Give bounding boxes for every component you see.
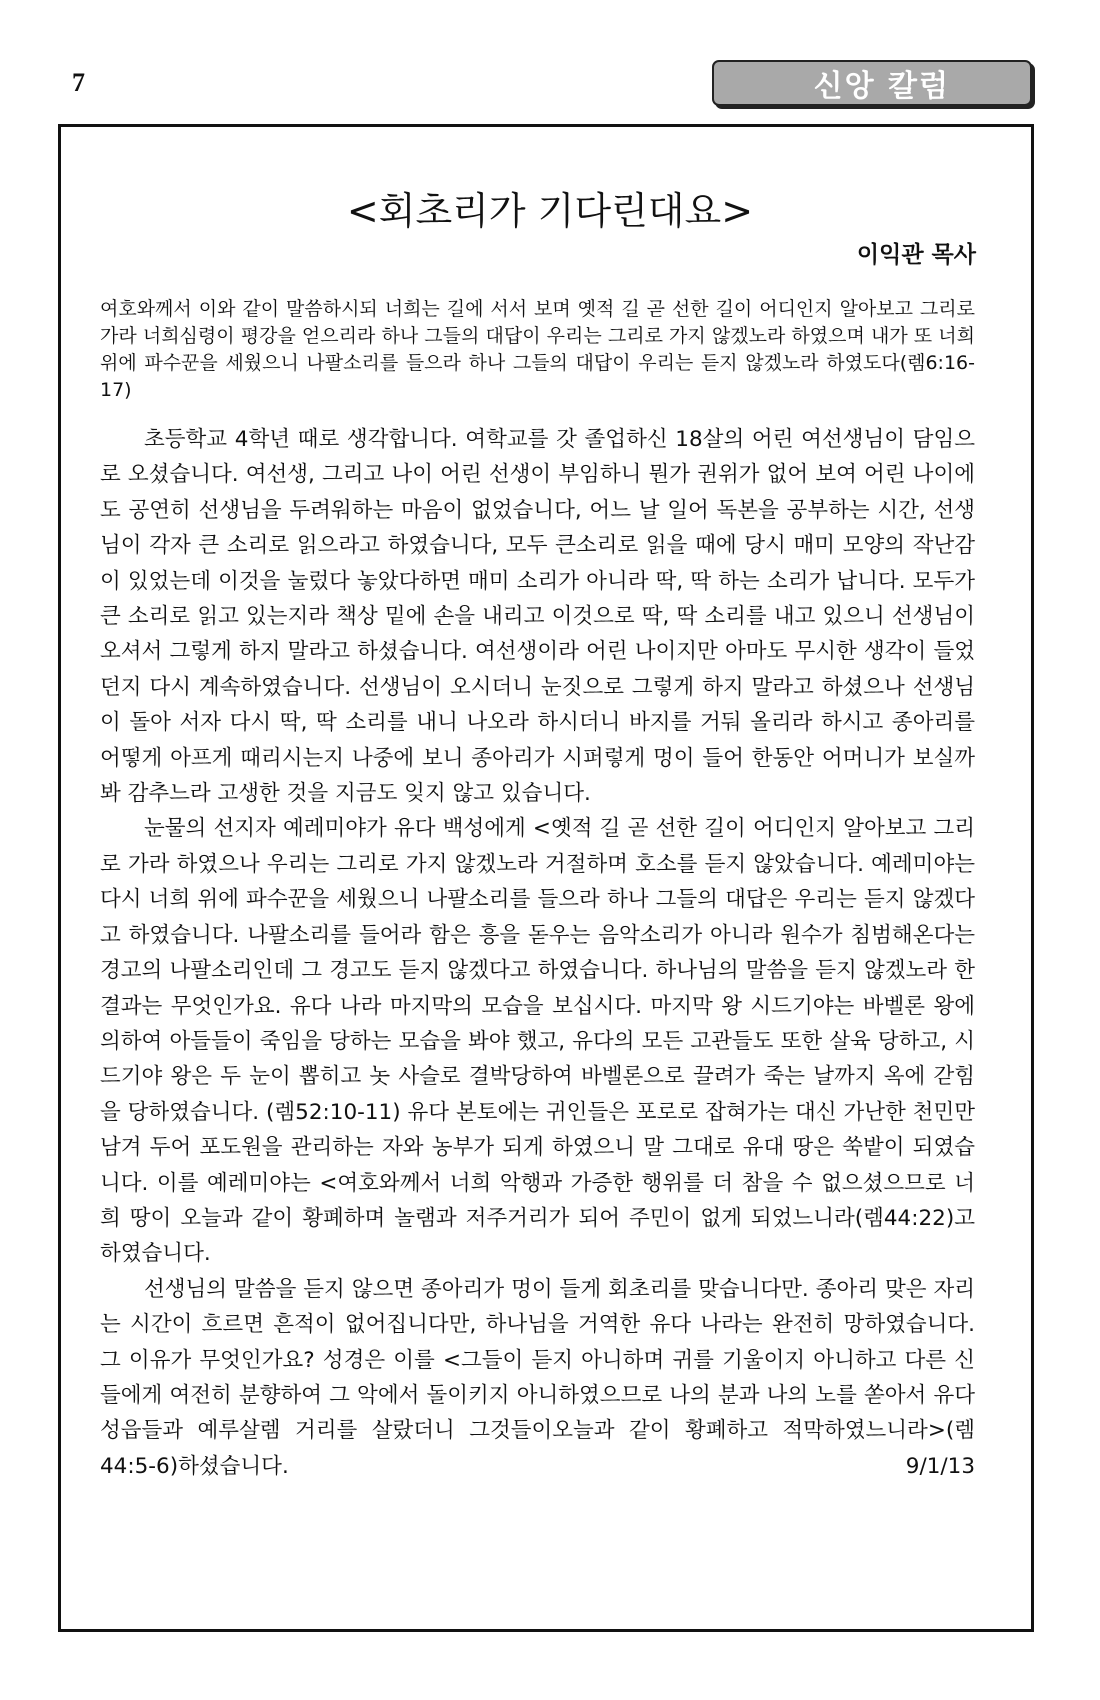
scripture-quote: 여호와께서 이와 같이 말씀하시되 너희는 길에 서서 보며 옛적 길 곧 선한 길이 어디인지 알아보고 그리로 가라 너희심령이 평강을 얻으리라 하나 그들의 대답이 우리는 그리로 가지 않겠노라 하였으며 내가 또 너희위에 파수꾼을 세웠으니 나팔소리를 들으라 하나 그들의 대답이 우리는 듣지 않겠노라 하였도다(렘6:16-17) xyxy=(100,298,975,401)
article-paragraph xyxy=(100,1272,975,1484)
article-date: 9/1/13 xyxy=(905,1453,975,1479)
article-paragraph: 초등학교 4학년 때로 생각합니다. 여학교를 갓 졸업하신 18살의 어린 여선생님이 담임으로 오셨습니다. 여선생, 그리고 나이 어린 선생이 부임하니 뭔가 권위가 없어 보여 어린 나이에도 공연히 선생님을 두려워하는 마음이 없었습니다, 어느 날 일어 독본을 공부하는 시간, 선생님이 각자 큰 소리로 읽으라고 하였습니다, 모두 큰소리로 읽을 때에 당시 매미 모양의 작난감이 있었는데 이것을 눌렀다 놓았다하면 매미 소리가 아니라 딱, 딱 하는 소리가 납니다. 모두가 큰 소리로 읽고 있는지라 책상 밑에 손을 내리고 이것으로 딱, 딱 소리를 내고 있으니 선생님이 오셔서 그렇게 하지 말라고 하셨습니다. 여선생이라 어린 나이지만 아마도 무시한 생각이 들었던지 다시 계속하였습니다. 선생님이 오시더니 눈짓으로 그렇게 하지 말라고 하셨으나 선생님이 돌아 서자 다시 딱, 딱 소리를 내니 나오라 하시더니 바지를 거둬 올리라 하시고 종아리를 어떻게 아프게 때리시는지 나중에 보니 종아리가 시퍼렇게 멍이 들어 한동안 어머니가 보실까봐 감추느라 고생한 것을 지금도 잊지 않고 있습니다. xyxy=(100,427,975,807)
section-title: 신앙 칼럼 xyxy=(813,69,950,104)
section-header-tab xyxy=(712,60,1032,106)
article-paragraph: 눈물의 선지자 예레미야가 유다 백성에게 <옛적 길 곧 선한 길이 어디인지 알아보고 그리로 가라 하였으나 우리는 그리로 가지 않겠노라 거절하며 호소를 듣지 않았습니다. 예레미야는 다시 너희 위에 파수꾼을 세웠으니 나팔소리를 들으라 하나 그들의 대답은 우리는 듣지 않겠다고 하였습니다. 나팔소리를 들어라 함은 흥을 돋우는 음악소리가 아니라 원수가 침범해온다는 경고의 나팔소리인데 그 경고도 듣지 않겠다고 하였습니다. 하나님의 말씀을 듣지 않겠노라 한 결과는 무엇인가요. 유다 나라 마지막의 모습을 보십시다. 마지막 왕 시드기야는 바벨론 왕에 의하여 아들들이 죽임을 당하는 모습을 봐야 했고, 유다의 모든 고관들도 또한 살육 당하고, 시드기야 왕은 두 눈이 뽑히고 놋 사슬로 결박당하여 바벨론으로 끌려가 죽는 날까지 옥에 갇힘을 당하였습니다. (렘52:10-11) 유다 본토에는 귀인들은 포로로 잡혀가는 대신 가난한 천민만 남겨 두어 포도원을 관리하는 자와 농부가 되게 하였으니 말 그대로 유대 땅은 쑥밭이 되였습니다. 이를 예레미야는 <여호와께서 너희 악행과 가증한 행위를 더 참을 수 없으셨으므로 너희 땅이 오늘과 같이 황폐하며 놀램과 저주거리가 되어 주민이 없게 되었느니라(렘44:22)고 하였습니다. xyxy=(100,816,975,1267)
article-author: 이익관 목사 xyxy=(856,242,976,268)
article-title: <회초리가 기다린대요> xyxy=(346,189,754,233)
article-body xyxy=(100,422,975,1484)
page-number: 7 xyxy=(72,68,85,97)
article-paragraph-text: 선생님의 말씀을 듣지 않으면 종아리가 멍이 들게 회초리를 맞습니다만. 종아리 맞은 자리는 시간이 흐르면 흔적이 없어집니다만, 하나님을 거역한 유다 나라는 완전히 망하였습니다. 그 이유가 무엇인가요? 성경은 이를 <그들이 듣지 아니하며 귀를 기울이지 아니하고 다른 신들에게 여전히 분향하여 그 악에서 돌이키지 아니하였으므로 나의 분과 나의 노를 쏟아서 유다 성읍들과 예루살렘 거리를 살랐더니 그것들이오늘과 같이 황폐하고 적막하였느니라>(렘44:5-6)하셨습니다. xyxy=(100,1276,975,1479)
